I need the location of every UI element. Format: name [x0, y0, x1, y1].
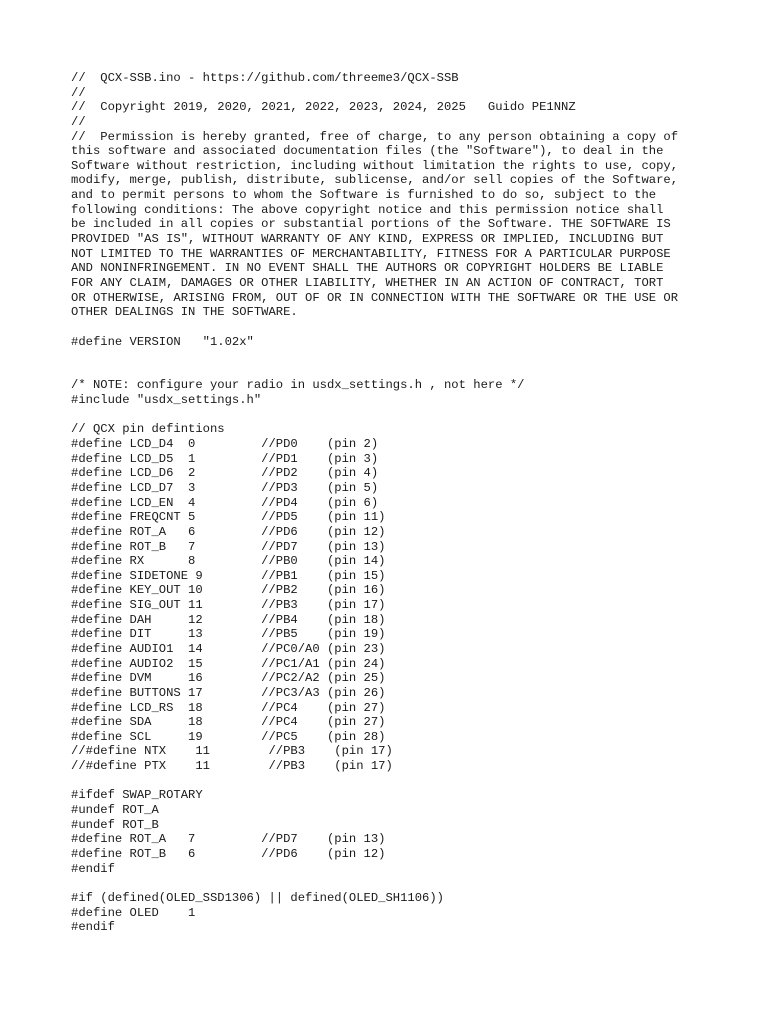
code-line: #define LCD_D7 3 //PD3 (pin 5) [71, 480, 379, 495]
code-line: #define ROT_B 7 //PD7 (pin 13) [71, 539, 386, 554]
code-line: #define LCD_D4 0 //PD0 (pin 2) [71, 437, 379, 452]
code-line: be included in all copies or substantial portions of the Software. THE SOFTWARE IS [71, 217, 671, 232]
code-line: #define DVM 16 //PC2/A2 (pin 25) [71, 671, 386, 686]
code-line: and to permit persons to whom the Software is furnished to do so, subject to the [71, 188, 657, 203]
code-line: #endif [71, 861, 115, 876]
code-line: #define SIDETONE 9 //PB1 (pin 15) [71, 568, 386, 583]
code-line: #define DIT 13 //PB5 (pin 19) [71, 627, 386, 642]
code-line: #define ROT_B 6 //PD6 (pin 12) [71, 846, 386, 861]
code-line: // [71, 85, 86, 100]
code-line: AND NONINFRINGEMENT. IN NO EVENT SHALL THE AUTHORS OR COPYRIGHT HOLDERS BE LIABLE [71, 261, 664, 276]
code-line: #define KEY_OUT 10 //PB2 (pin 16) [71, 583, 386, 598]
code-line: // Copyright 2019, 2020, 2021, 2022, 2023, 2024, 2025 Guido PE1NNZ [71, 100, 576, 115]
code-line: #ifdef SWAP_ROTARY [71, 788, 203, 803]
code-line: #define LCD_EN 4 //PD4 (pin 6) [71, 495, 379, 510]
code-line: #undef ROT_A [71, 803, 159, 818]
code-line [71, 408, 711, 423]
code-line: OTHER DEALINGS IN THE SOFTWARE. [71, 305, 298, 320]
code-line: #define AUDIO1 14 //PC0/A0 (pin 23) [71, 641, 386, 656]
code-line: #define LCD_D5 1 //PD1 (pin 3) [71, 451, 379, 466]
code-line: #define ROT_A 6 //PD6 (pin 12) [71, 524, 386, 539]
code-line: #define ROT_A 7 //PD7 (pin 13) [71, 832, 386, 847]
code-line: #if (defined(OLED_SSD1306) || defined(OLED_SH1106)) [71, 890, 444, 905]
code-line: // QCX pin defintions [71, 422, 225, 437]
code-line: NOT LIMITED TO THE WARRANTIES OF MERCHANTABILITY, FITNESS FOR A PARTICULAR PURPOSE [71, 246, 671, 261]
code-line: // [71, 114, 86, 129]
code-line: #define FREQCNT 5 //PD5 (pin 11) [71, 510, 386, 525]
code-line: #define DAH 12 //PB4 (pin 18) [71, 612, 386, 627]
code-line: Software without restriction, including without limitation the rights to use, copy, [71, 158, 679, 173]
code-line: // Permission is hereby granted, free of charge, to any person obtaining a copy of [71, 129, 679, 144]
code-line: #define VERSION "1.02x" [71, 334, 254, 349]
code-line: #define SCL 19 //PC5 (pin 28) [71, 729, 386, 744]
code-line: #define LCD_D6 2 //PD2 (pin 4) [71, 466, 379, 481]
code-line [71, 364, 711, 379]
code-line [71, 774, 711, 789]
code-line: #include "usdx_settings.h" [71, 393, 262, 408]
code-line: OR OTHERWISE, ARISING FROM, OUT OF OR IN CONNECTION WITH THE SOFTWARE OR THE USE OR [71, 290, 679, 305]
code-line: #define RX 8 //PB0 (pin 14) [71, 554, 386, 569]
code-line [71, 349, 711, 364]
code-line: #define AUDIO2 15 //PC1/A1 (pin 24) [71, 656, 386, 671]
code-line: #define BUTTONS 17 //PC3/A3 (pin 26) [71, 685, 386, 700]
code-line: #define OLED 1 [71, 905, 196, 920]
code-line [71, 320, 711, 335]
code-line: //#define NTX 11 //PB3 (pin 17) [71, 744, 393, 759]
code-line: FOR ANY CLAIM, DAMAGES OR OTHER LIABILITY, WHETHER IN AN ACTION OF CONTRACT, TORT [71, 275, 664, 290]
code-line: // QCX-SSB.ino - https://github.com/threeme3/QCX-SSB [71, 71, 459, 85]
code-line: #define SDA 18 //PC4 (pin 27) [71, 715, 386, 730]
code-line: #define LCD_RS 18 //PC4 (pin 27) [71, 700, 386, 715]
code-line: //#define PTX 11 //PB3 (pin 17) [71, 759, 393, 774]
code-line: this software and associated documentation files (the "Software"), to deal in the [71, 144, 664, 159]
code-line [71, 876, 711, 891]
code-line: #endif [71, 920, 115, 935]
source-code-block [71, 71, 711, 935]
code-line: modify, merge, publish, distribute, sublicense, and/or sell copies of the Software, [71, 173, 679, 188]
code-line: following conditions: The above copyright notice and this permission notice shall [71, 202, 664, 217]
code-line: PROVIDED "AS IS", WITHOUT WARRANTY OF ANY KIND, EXPRESS OR IMPLIED, INCLUDING BUT [71, 232, 664, 247]
code-line: #undef ROT_B [71, 817, 159, 832]
code-line: #define SIG_OUT 11 //PB3 (pin 17) [71, 598, 386, 613]
code-line: /* NOTE: configure your radio in usdx_settings.h , not here */ [71, 378, 525, 393]
